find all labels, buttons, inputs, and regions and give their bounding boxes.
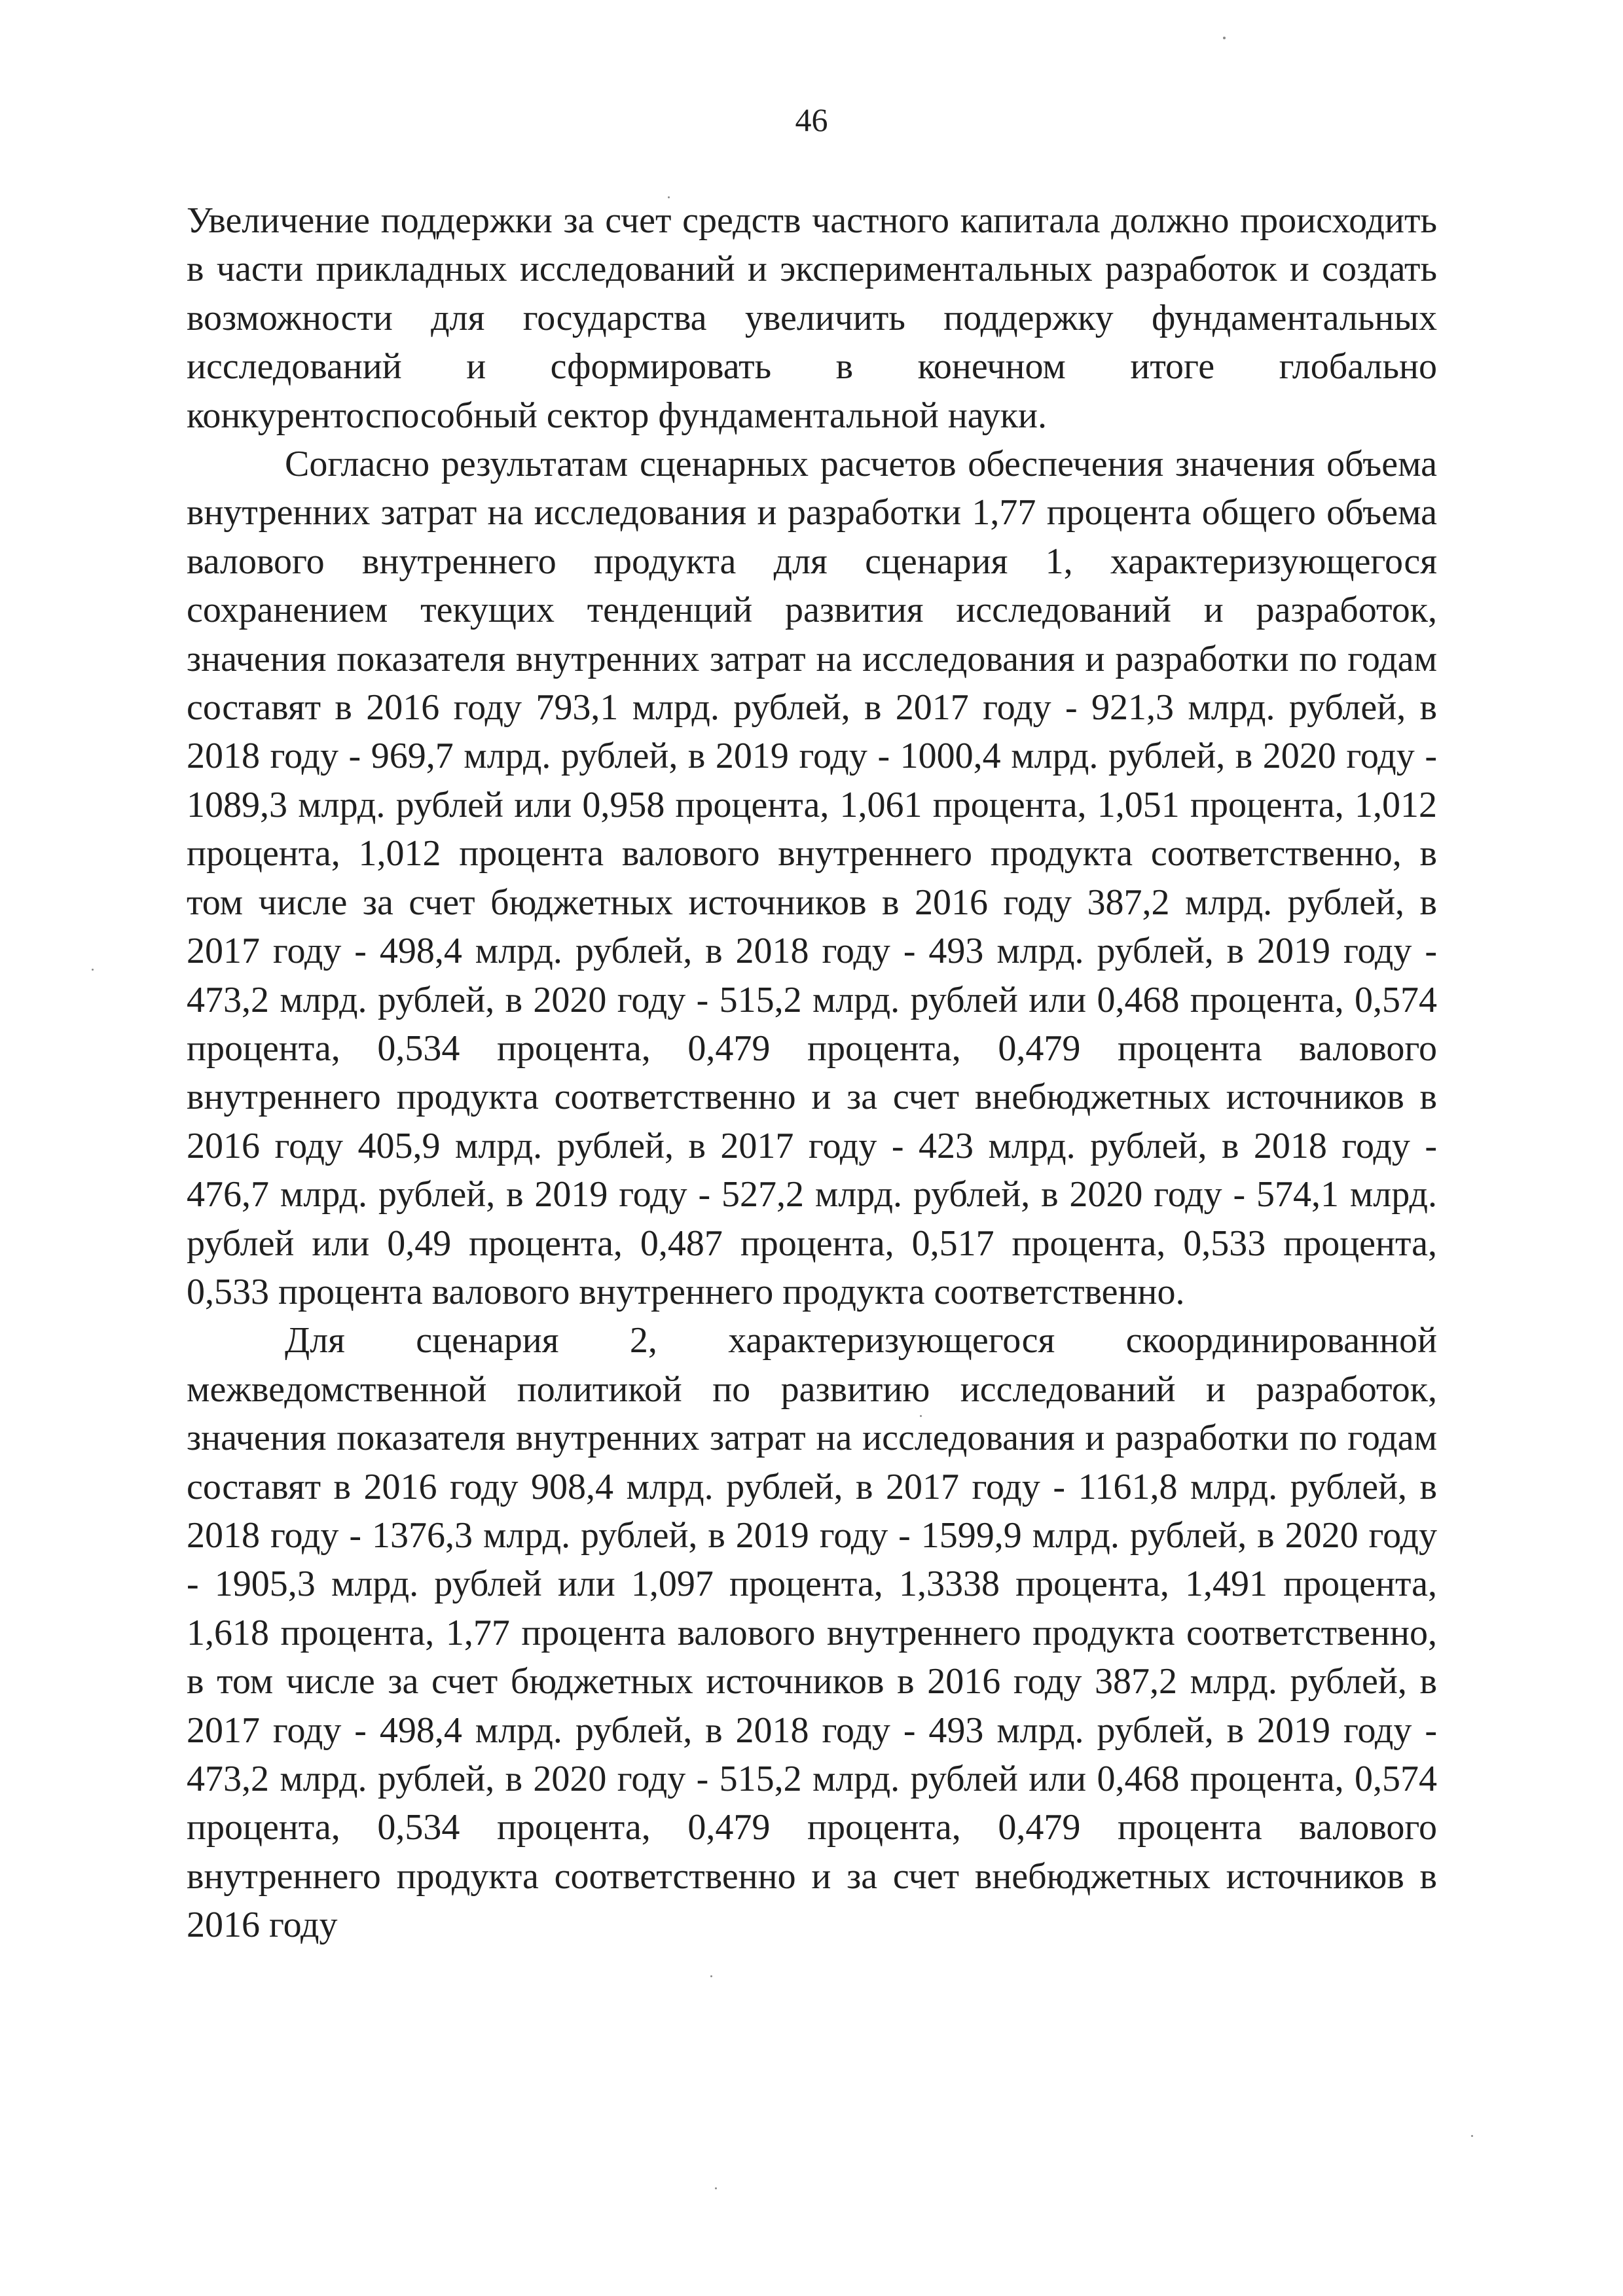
scan-speck — [920, 1415, 922, 1417]
page-number: 46 — [795, 101, 828, 138]
scan-speck — [668, 196, 670, 198]
paragraph-scenario-1: Согласно результатам сценарных расчетов обеспечения значения объема внутренних затрат на исследования и разработки 1,77 процента общего объема валового внутреннего продукта для сценария 1, характеризующегося сохранением текущих тенденций развития исследований и разработок, значения показателя внутренних затрат на исследования и разработки по годам составят в 2016 году 793,1 млрд. рублей, в 2017 году - 921,3 млрд. рублей, в 2018 году - 969,7 млрд. рублей, в 2019 году - 1000,4 млрд. рублей, в 2020 году - 1089,3 млрд. рублей или 0,958 процента, 1,061 процента, 1,051 процента, 1,012 процента, 1,012 процента валового внутреннего продукта соответственно, в том числе за счет бюджетных источников в 2016 году 387,2 млрд. рублей, в 2017 году - 498,4 млрд. рублей, в 2018 году - 493 млрд. рублей, в 2019 году - 473,2 млрд. рублей, в 2020 году - 515,2 млрд. рублей или 0,468 процента, 0,574 процента, 0,534 процента, 0,479 процента, 0,479 процента валового внутреннего продукта соответственно и за счет внебюджетных источников в 2016 году 405,9 млрд. рублей, в 2017 году - 423 млрд. рублей, в 2018 году - 476,7 млрд. рублей, в 2019 году - 527,2 млрд. рублей, в 2020 году - 574,1 млрд. рублей или 0,49 процента, 0,487 процента, 0,517 процента, 0,533 процента, 0,533 процента валового внутреннего продукта соответственно. — [187, 444, 1437, 1312]
scan-speck — [715, 2187, 717, 2189]
scan-speck — [710, 1975, 712, 1977]
document-body — [187, 196, 1437, 1950]
paragraph-scenario-2: Для сценария 2, характеризующегося скоординированной межведомственной политикой по развитию исследований и разработок, значения показателя внутренних затрат на исследования и разработки по годам составят в 2016 году 908,4 млрд. рублей, в 2017 году - 1161,8 млрд. рублей, в 2018 году - 1376,3 млрд. рублей, в 2019 году - 1599,9 млрд. рублей, в 2020 году - 1905,3 млрд. рублей или 1,097 процента, 1,3338 процента, 1,491 процента, 1,618 процента, 1,77 процента валового внутреннего продукта соответственно, в том числе за счет бюджетных источников в 2016 году 387,2 млрд. рублей, в 2017 году - 498,4 млрд. рублей, в 2018 году - 493 млрд. рублей, в 2019 году - 473,2 млрд. рублей, в 2020 году - 515,2 млрд. рублей или 0,468 процента, 0,574 процента, 0,534 процента, 0,479 процента, 0,479 процента валового внутреннего продукта соответственно и за счет внебюджетных источников в 2016 году — [187, 1320, 1437, 1946]
paragraph-private-capital-support: Увеличение поддержки за счет средств частного капитала должно происходить в части прикладных исследований и экспериментальных разработок и создать возможности для государства увеличить поддержку фундаментальных исследований и сформировать в конечном итоге глобально конкурентоспособный сектор фундаментальной науки. — [187, 200, 1437, 436]
scan-speck — [92, 969, 94, 971]
scan-speck — [1223, 37, 1226, 39]
scan-speck — [1471, 2135, 1473, 2137]
